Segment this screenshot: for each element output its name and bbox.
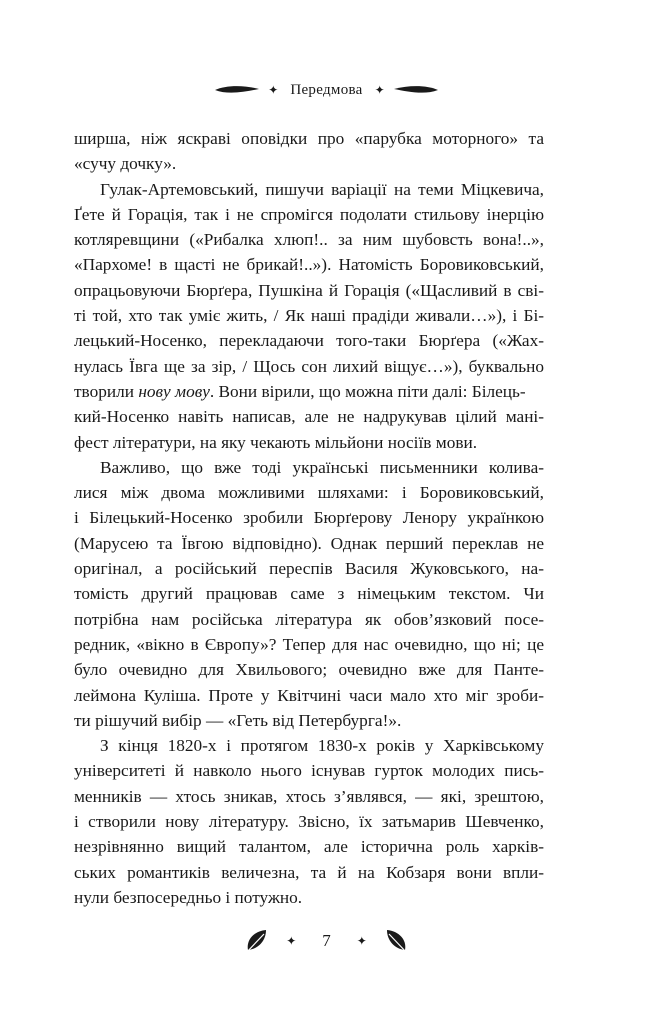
body-text <box>74 126 544 910</box>
text-line: фест літератури, на яку чекають мільйони носіїв мови. <box>74 432 478 452</box>
text-line: томість другий працював саме з німецьким текстом. Чи <box>74 584 544 604</box>
paragraph-first-line: Важливо, що вже тоді українські письменники колива- <box>100 457 544 477</box>
text-line: нулась Ївга ще за зір, / Щось сон лихий віщує…»), буквально <box>74 356 544 376</box>
paragraph-first-line: Гулак-Артемовський, пишучи варіації на теми Міцкевича, <box>100 179 544 199</box>
text-line: менників — хтось зникав, хтось з’являвся, — які, зрештою, <box>74 786 544 806</box>
text-line: ширша, ніж яскраві оповідки про «парубка моторного» та <box>74 129 544 148</box>
text-line: ських романтиків величезна, та й на Кобзаря вони впли- <box>74 862 544 882</box>
text-line: Ґете й Горація, так і не спромігся подолати стильову інерцію <box>74 204 544 224</box>
star-icon: ✦ <box>356 934 367 948</box>
text-line: оригінал, а російський переспів Василя Жуковського, на- <box>74 559 544 579</box>
right-flourish-icon <box>393 84 439 96</box>
text-line: університеті й навколо нього існував гурток молодих пись- <box>74 761 544 781</box>
emphasis-text: нову мову <box>138 381 210 401</box>
text-line: опрацьовуючи Бюрґера, Пушкіна й Горація («Щасливий в сві- <box>74 280 544 300</box>
text-line: і Білецький-Носенко зробили Бюрґерову Ленору українкою <box>74 508 544 528</box>
text-line: лися між двома можливими шляхами: і Боровиковський, <box>74 483 544 503</box>
text-line: (Марусею та Ївгою відповідно). Однак перший переклав не <box>74 533 544 553</box>
left-leaf-icon <box>244 928 274 954</box>
text-line: було очевидно для Хвильового; очевидно вже для Панте- <box>74 660 544 680</box>
paragraph-first-line: З кінця 1820-х і протягом 1830-х років у Харківському <box>100 736 544 756</box>
page-footer <box>0 926 653 956</box>
text-line: ти рішучий вибір — «Геть від Петербурга!». <box>74 710 402 730</box>
text-line: редник, «вікно в Європу»? Тепер для нас очевидно, що ні; це <box>74 634 544 654</box>
text-line: потрібна нам російська література як обов’язковий посе- <box>74 609 544 629</box>
text-segment: творили <box>74 381 139 401</box>
text-line: кий-Носенко навіть написав, але не надрукував цілий мані- <box>74 407 544 427</box>
text-line: «сучу дочку». <box>74 154 177 174</box>
star-icon: ✦ <box>286 934 297 948</box>
text-segment: . Вони вірили, що можна піти далі: Білець- <box>209 381 526 401</box>
text-line: ті той, хто так уміє жить, / Як наші прадіди живали…»), і Бі- <box>74 306 544 326</box>
page-number: 7 <box>322 931 331 950</box>
left-flourish-icon <box>214 84 260 96</box>
star-icon: ✦ <box>268 83 279 97</box>
section-title: Передмова <box>290 81 363 98</box>
running-header <box>0 78 653 102</box>
right-leaf-icon <box>379 928 409 954</box>
text-line: котляревщини («Рибалка хлюп!.. за ним шубовсть вона!..», <box>74 230 544 250</box>
text-line <box>74 379 544 404</box>
text-line: лецький-Носенко, перекладаючи того-таки Бюрґера («Жах- <box>74 331 544 351</box>
text-line: леймона Куліша. Проте у Квітчині часи мало хто міг зроби- <box>74 685 544 705</box>
text-line: незрівнянно вищий талантом, але історична роль харків- <box>74 837 544 857</box>
star-icon: ✦ <box>374 83 385 97</box>
text-line: нули безпосередньо і потужно. <box>74 887 303 907</box>
text-line: і створили нову літературу. Звісно, їх затьмарив Шевченко, <box>74 812 544 832</box>
text-line: «Пархоме! в щасті не брикай!..»). Натомість Боровиковський, <box>74 255 544 275</box>
